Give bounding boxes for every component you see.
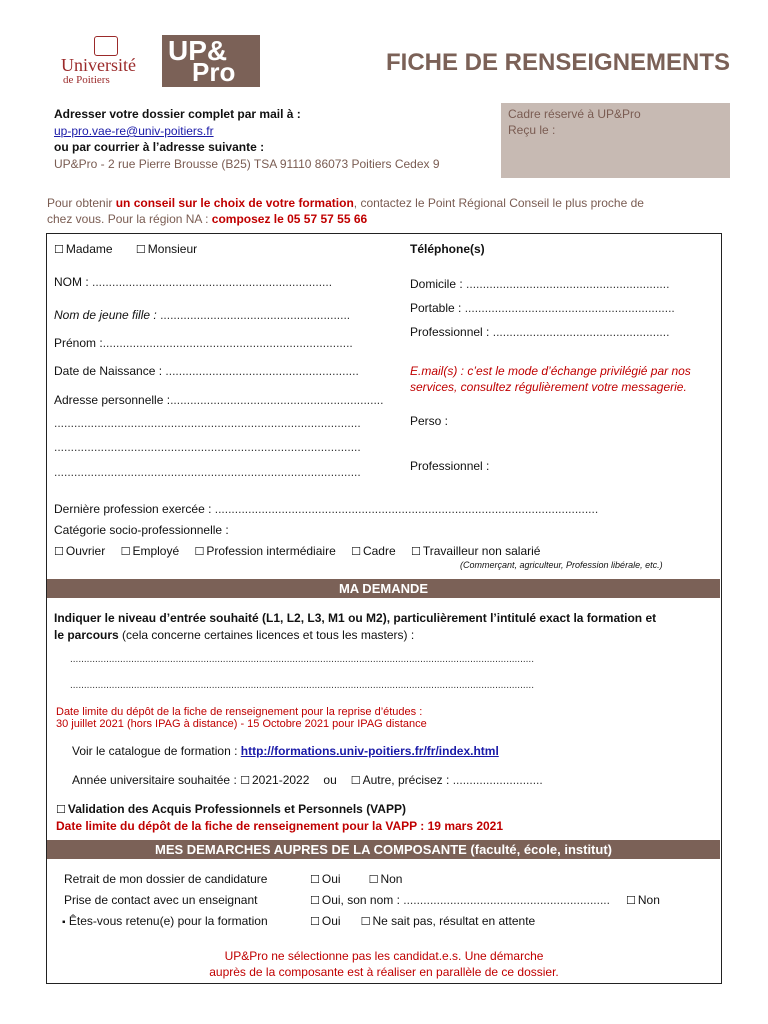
crest-icon <box>94 36 118 56</box>
annee-label: Année universitaire souhaitée : <box>72 773 237 787</box>
deadline-line-1: Date limite du dépôt de la fiche de renseignement pour la reprise d’études : <box>56 706 423 718</box>
madame-checkbox[interactable]: ☐ <box>54 243 64 256</box>
intermediaire-label: Profession intermédiaire <box>206 544 336 558</box>
advice-phone: composez le 05 57 57 55 66 <box>211 212 368 226</box>
contact-oui-label: Oui, son nom : <box>321 893 400 907</box>
ma-demande-header: MA DEMANDE <box>47 579 720 598</box>
contact-oui-checkbox[interactable]: ☐ <box>310 894 320 907</box>
logo-text-poitiers: de Poitiers <box>63 74 110 86</box>
universite-poitiers-logo <box>46 35 162 87</box>
ouvrier-label: Ouvrier <box>65 544 106 558</box>
logo-text-up: UP& <box>168 35 228 66</box>
vapp-label: Validation des Acquis Professionnels et Personnels (VAPP) <box>67 802 406 816</box>
vapp-checkbox[interactable]: ☐ <box>56 803 66 816</box>
advice-text-2: , contactez le Point Régional Conseil le plus proche de <box>353 196 644 210</box>
demande-line-2[interactable]: ....................................................................................................................................................................... <box>70 680 534 691</box>
categorie-note: (Commerçant, agriculteur, Profession libérale, etc.) <box>460 560 663 570</box>
advice-line-2 <box>47 212 367 226</box>
annee-2021-label: 2021-2022 <box>252 773 310 787</box>
portable-label: Portable : <box>410 301 462 315</box>
catalogue-link[interactable]: http://formations.univ-poitiers.fr/fr/index.html <box>240 744 499 758</box>
jeune-fille-label: Nom de jeune fille : <box>54 308 157 322</box>
adresse-line-3[interactable]: ............................................................................................ <box>54 440 361 454</box>
uppro-logo <box>162 35 260 87</box>
vapp-row <box>56 802 406 816</box>
adresse-field[interactable]: Adresse personnelle :................................................................ <box>54 393 384 407</box>
retrait-label: Retrait de mon dossier de candidature <box>64 872 268 886</box>
catalogue-label: Voir le catalogue de formation : <box>72 744 238 758</box>
nom-field[interactable]: NOM : ........................................................................ <box>54 275 333 289</box>
logo-text-pro: Pro <box>192 57 236 87</box>
deadline-line-2: 30 juillet 2021 (hors IPAG à distance) - 15 Octobre 2021 pour IPAG distance <box>56 718 427 730</box>
page-title: FICHE DE RENSEIGNEMENTS <box>386 49 731 76</box>
annee-row: Année universitaire souhaitée : ☐ 2021-2022 ou ☐ Autre, précisez : ........................... <box>72 773 543 787</box>
domicile-label: Domicile : <box>410 277 463 291</box>
domicile-field[interactable]: Domicile : ............................................................. <box>410 277 670 291</box>
bullet-icon: ▪ <box>62 917 66 928</box>
catalogue-row <box>72 744 499 758</box>
email-note-1: E.mail(s) : c’est le mode d’échange privilégié par nos <box>410 364 691 378</box>
email-perso-field[interactable] <box>410 414 448 428</box>
derniere-profession-field[interactable]: Dernière profession exercée : ................................................................................................................... <box>54 502 599 516</box>
naissance-label: Date de Naissance : <box>54 364 163 378</box>
footer-note-1: UP&Pro ne sélectionne pas les candidat.e.s. Une démarche <box>224 949 544 963</box>
retenu-oui-label: Oui <box>321 914 341 928</box>
civility-row <box>54 242 197 256</box>
jeune-fille-field[interactable]: Nom de jeune fille : ......................................................... <box>54 308 351 322</box>
cadre-checkbox[interactable]: ☐ <box>351 545 361 558</box>
retrait-non-label: Non <box>380 872 403 886</box>
autre-label: Autre, précisez <box>362 773 443 787</box>
received-label: Reçu le : <box>508 123 556 137</box>
retenu-options <box>310 914 535 928</box>
email-note-2: services, consultez régulièrement votre messagerie. <box>410 380 687 394</box>
employe-label: Employé <box>132 544 180 558</box>
autre-colon: : <box>442 773 453 787</box>
perso-label: Perso : <box>410 414 449 428</box>
advice-line-1 <box>47 196 644 210</box>
intermediaire-checkbox[interactable]: ☐ <box>194 545 205 558</box>
professionnel-phone-label: Professionnel : <box>410 325 490 339</box>
retenu-row <box>62 914 268 928</box>
prenom-field[interactable]: Prénom :........................................................................... <box>54 336 353 350</box>
naissance-field[interactable]: Date de Naissance : .......................................................... <box>54 364 359 378</box>
demande-intro-1: Indiquer le niveau d’entrée souhaité (L1, L2, L3, M1 ou M2), particulièrement l’intitulé exact la formation et <box>54 611 657 625</box>
retenu-ne-sait-pas-label: Ne sait pas, résultat en attente <box>372 914 536 928</box>
retrait-oui-label: Oui <box>321 872 341 886</box>
telephones-heading: Téléphone(s) <box>410 242 485 256</box>
footer-note-2: auprès de la composante est à réaliser en parallèle de ce dossier. <box>209 965 559 979</box>
retrait-oui-checkbox[interactable]: ☐ <box>310 873 320 886</box>
adresse-line-2[interactable]: ............................................................................................ <box>54 416 361 430</box>
retenu-oui-checkbox[interactable]: ☐ <box>310 915 320 928</box>
autre-checkbox[interactable]: ☐ <box>350 774 361 787</box>
parcours-note: (cela concerne certaines licences et tous les masters) : <box>118 628 415 642</box>
logo-text-universite: Université <box>61 55 136 75</box>
nom-label: NOM : <box>54 275 89 289</box>
email-link[interactable]: up-pro.vae-re@univ-poitiers.fr <box>54 124 214 138</box>
professionnel-phone-field[interactable]: Professionnel : ..................................................... <box>410 325 670 339</box>
address-line-3: ou par courrier à l’adresse suivante : <box>54 140 265 154</box>
contact-non-option <box>626 893 660 907</box>
monsieur-checkbox[interactable]: ☐ <box>135 243 146 256</box>
monsieur-label: Monsieur <box>147 242 198 256</box>
vapp-deadline: Date limite du dépôt de la fiche de renseignement pour la VAPP : 19 mars 2021 <box>56 819 504 833</box>
retrait-options <box>310 872 402 886</box>
demarches-header: MES DEMARCHES AUPRES DE LA COMPOSANTE (faculté, école, institut) <box>47 840 720 859</box>
email-pro-label: Professionnel : <box>410 459 490 473</box>
prenom-label: Prénom : <box>54 336 103 350</box>
ou-label: ou <box>323 773 337 787</box>
demande-intro-2 <box>54 628 414 642</box>
annee-2021-checkbox[interactable]: ☐ <box>240 774 250 787</box>
adresse-line-4[interactable]: ............................................................................................ <box>54 465 361 479</box>
retrait-non-checkbox[interactable]: ☐ <box>368 873 379 886</box>
reserved-box <box>501 103 730 178</box>
categorie-options <box>54 544 540 558</box>
contact-non-checkbox[interactable]: ☐ <box>626 894 636 907</box>
derniere-profession-label: Dernière profession exercée : <box>54 502 212 516</box>
email-pro-field[interactable] <box>410 459 489 473</box>
madame-label: Madame <box>65 242 113 256</box>
advice-text-1: Pour obtenir <box>47 196 116 210</box>
non-salarie-checkbox[interactable]: ☐ <box>411 545 421 558</box>
contact-label: Prise de contact avec un enseignant <box>64 893 258 907</box>
ouvrier-checkbox[interactable]: ☐ <box>54 545 64 558</box>
address-line-4: UP&Pro - 2 rue Pierre Brousse (B25) TSA 91110 86073 Poitiers Cedex 9 <box>54 157 440 171</box>
categorie-label: Catégorie socio-professionnelle : <box>54 523 229 537</box>
contact-options: ☐ Oui, son nom : .............................................................. <box>310 893 610 907</box>
employe-checkbox[interactable]: ☐ <box>120 545 131 558</box>
portable-field[interactable]: Portable : ............................................................... <box>410 301 675 315</box>
parcours-text: le parcours <box>54 628 119 642</box>
reserved-label: Cadre réservé à UP&Pro <box>508 107 641 121</box>
address-line-1: Adresser votre dossier complet par mail à : <box>54 107 301 121</box>
demande-line-1[interactable]: ....................................................................................................................................................................... <box>70 654 534 665</box>
adresse-label: Adresse personnelle : <box>54 393 171 407</box>
non-salarie-label: Travailleur non salarié <box>422 544 541 558</box>
contact-non-label: Non <box>637 893 660 907</box>
advice-text-3: chez vous. Pour la région NA : <box>47 212 212 226</box>
advice-highlight: un conseil sur le choix de votre formation <box>115 196 354 210</box>
retenu-label: Êtes-vous retenu(e) pour la formation <box>68 914 268 928</box>
retenu-ne-sait-pas-checkbox[interactable]: ☐ <box>360 915 371 928</box>
cadre-label: Cadre <box>362 544 396 558</box>
